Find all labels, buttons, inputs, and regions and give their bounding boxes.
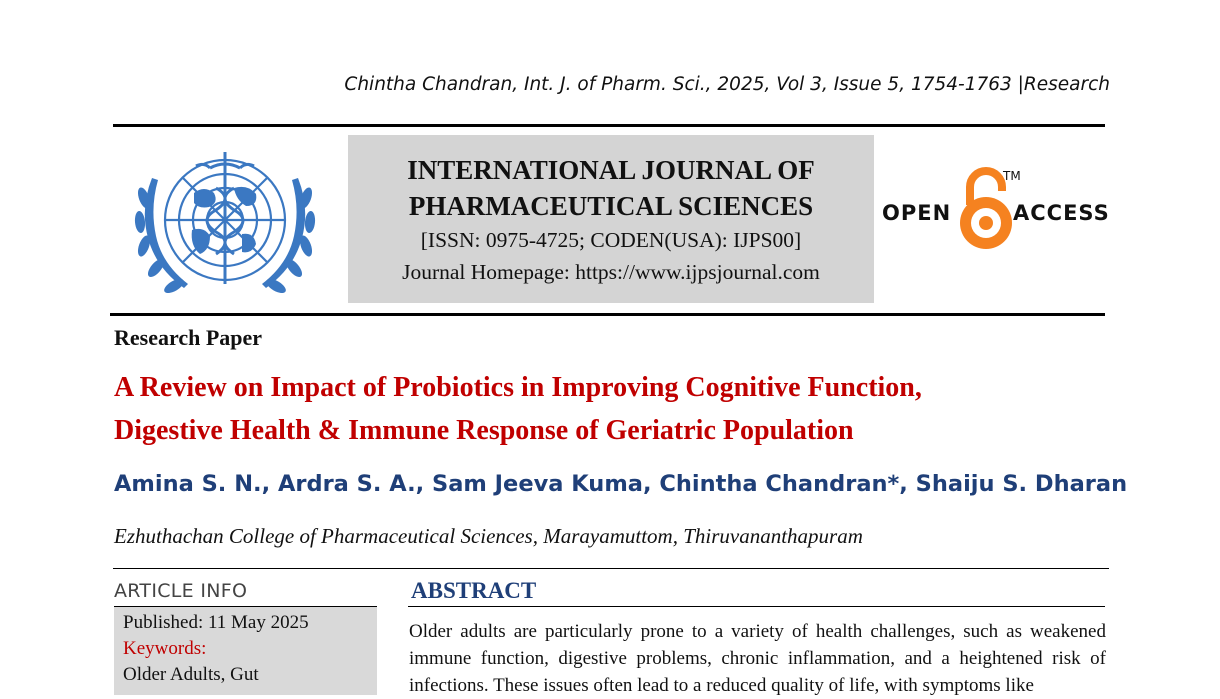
top-rule	[113, 124, 1105, 127]
journal-issn: [ISSN: 0975-4725; CODEN(USA): IJPS00]	[420, 228, 802, 252]
article-info-heading: ARTICLE INFO	[114, 580, 248, 602]
keywords-values: Older Adults, Gut	[123, 664, 259, 685]
published-date: Published: 11 May 2025	[123, 612, 309, 633]
journal-title-line2: PHARMACEUTICAL SCIENCES	[408, 191, 814, 221]
header-bottom-rule	[110, 313, 1105, 316]
affiliation: Ezhuthachan College of Pharmaceutical Sciences, Marayamuttom, Thiruvananthapuram	[114, 524, 863, 548]
paper-type-label: Research Paper	[114, 325, 263, 350]
abstract-text: Older adults are particularly prone to a variety of health challenges, such as weakened immune function, digestive problems, chronic inflammation, and a heightened risk of infections. These issues often lead to a reduced quality of life, with symptoms like	[409, 621, 1106, 696]
open-access-logo	[880, 165, 1110, 255]
section-divider	[113, 568, 1109, 569]
citation-header: Chintha Chandran, Int. J. of Pharm. Sci., 2025, Vol 3, Issue 5, 1754-1763 |Research	[344, 74, 1110, 95]
open-access-access-text: ACCESS	[1013, 201, 1110, 225]
paper-title-line2: Digestive Health & Immune Response of Geriatric Population	[114, 415, 854, 446]
journal-homepage: Journal Homepage: https://www.ijpsjournal.com	[402, 260, 820, 284]
globe-caduceus-emblem-icon	[124, 138, 326, 308]
paper-title-line1: A Review on Impact of Probiotics in Improving Cognitive Function,	[114, 372, 922, 403]
abstract-heading: ABSTRACT	[411, 578, 537, 603]
abstract-rule	[408, 606, 1105, 607]
author-list: Amina S. N., Ardra S. A., Sam Jeeva Kuma, Chintha Chandran*, Shaiju S. Dharan	[114, 471, 1128, 497]
trademark-mark: TM	[1003, 169, 1021, 183]
paper-title	[114, 366, 1094, 452]
open-access-open-text: OPEN	[882, 201, 952, 225]
keywords-label: Keywords:	[123, 638, 207, 659]
journal-title-line1: INTERNATIONAL JOURNAL OF	[407, 155, 815, 185]
journal-banner	[348, 135, 874, 303]
article-info-box	[114, 607, 377, 695]
